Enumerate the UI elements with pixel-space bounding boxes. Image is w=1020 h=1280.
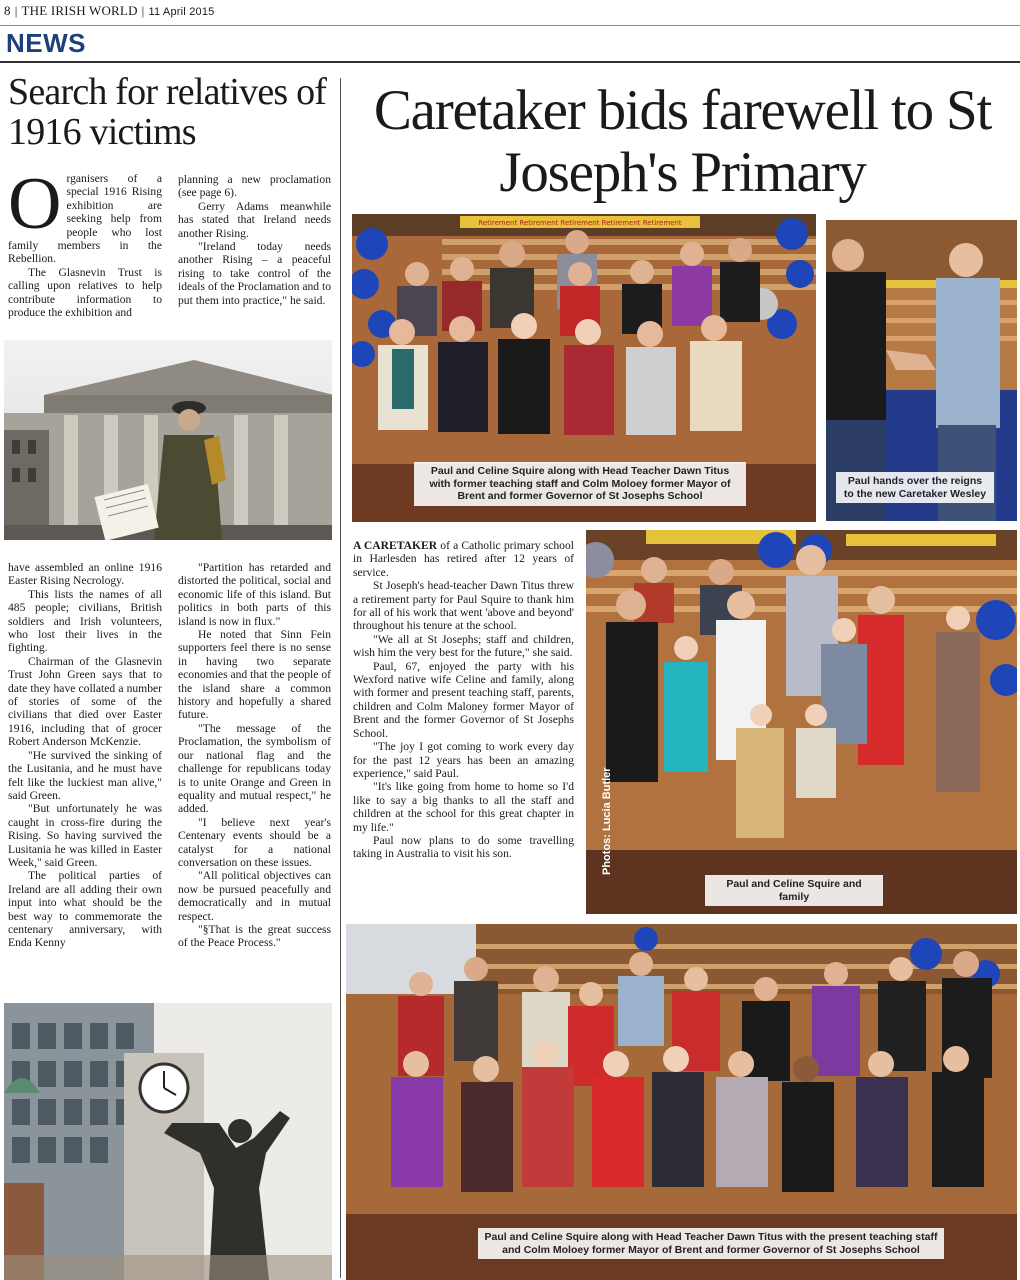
right-para-5: "The joy I got coming to work every day for the past 12 years has been an amazing experience," said Paul.	[353, 740, 574, 780]
right-para-6: "It's like going from home to home so I'd like to say a big thanks to all the staff and children at the school for this great chapter in my life."	[353, 780, 574, 834]
left-headline: Search for relatives of 1916 victims	[8, 71, 327, 153]
left-col-2	[178, 173, 331, 307]
left-col-2-para-2: Gerry Adams meanwhile has stated that Ireland needs another Rising.	[178, 199, 331, 240]
group-photo-former-staff	[352, 214, 816, 522]
family-caption: Paul and Celine Squire and family	[705, 875, 883, 906]
left-col-3-para-4: "He survived the sinking of the Lusitania, and he must have felt like the luckiest man alive," said Green.	[8, 748, 162, 802]
section-label: NEWS	[6, 28, 86, 58]
group-caption-present-staff: Paul and Celine Squire along with Head Teacher Dawn Titus with the present teaching staff and Colm Moloey former Mayor of Brent and former Governor of St Josephs School	[478, 1228, 944, 1259]
gpo-photo	[4, 340, 332, 540]
left-col-2-para-3: "Ireland today needs another Rising – a peaceful rising to take control of the ideals of the Proclamation and to put them into practice," he said.	[178, 240, 331, 307]
left-col-2-para-1: planning a new proclamation (see page 6).	[178, 173, 331, 200]
present-staff-image	[346, 924, 1017, 1280]
group-photo-present-staff	[346, 924, 1017, 1280]
page-number: 8	[4, 3, 11, 18]
left-col-1-para-1: Organisers of a special 1916 Rising exhibition are seeking help from people who lost family members in the Rebellion.	[8, 163, 162, 266]
right-para-4: Paul, 67, enjoyed the party with his Wexford native wife Celine and family, along with former and present teaching staff, parents, children and Colm Maloney former Mayor of Brent and the former Governor of St Josephs School.	[353, 659, 574, 740]
photo-credit: Photos: Lucia Butler	[601, 767, 613, 875]
publication-title: THE IRISH WORLD	[21, 3, 138, 18]
right-headline: Caretaker bids farewell to St Joseph's Primary	[373, 79, 992, 204]
handshake-photo	[826, 220, 1017, 521]
left-col-3-para-5: "But unfortunately he was caught in cross-fire during the Rising. So having survived the Lusitania he was killed in Easter Week," said Green.	[8, 802, 162, 869]
right-article-body	[353, 539, 574, 861]
section-rule	[0, 61, 1020, 63]
left-col-3-para-6: The political parties of Ireland are all adding their own input into what should be the best way to commemorate the centenary anniversary, with Enda Kenny	[8, 869, 162, 950]
lead-word: A CARETAKER	[353, 539, 438, 552]
left-col-4-para-1: "Partition has retarded and distorted the political, social and economic life of this island. But politics in both parts of this island is now in flux."	[178, 561, 331, 628]
left-col-4-para-4: "I believe next year's Centenary events should be a catalyst for a national conversation on these issues.	[178, 815, 331, 869]
right-para-2: St Joseph's head-teacher Dawn Titus threw a retirement party for Paul Squire to thank him for all of his work that went 'above and beyond' throughout his tenure at the school.	[353, 579, 574, 633]
left-col-1-para-2: The Glasnevin Trust is calling upon relatives to help contribute information to produce the exhibition and	[8, 265, 162, 320]
left-col-4-para-6: "§That is the great success of the Peace Process."	[178, 922, 331, 950]
banner-text: Retirement Retirement Retirement Retirement Retirement	[478, 219, 682, 227]
handshake-caption: Paul hands over the reigns to the new Caretaker Wesley	[836, 472, 994, 503]
left-col-1	[8, 163, 162, 320]
left-col-4-para-3: "The message of the Proclamation, the symbolism of our national flag and the challenge for republicans today is to unite Orange and Green in equality and mutual respect," he added.	[178, 721, 331, 816]
issue-date: 11 April 2015	[148, 6, 215, 18]
group-caption-former-staff: Paul and Celine Squire along with Head Teacher Dawn Titus with former teaching staff and Colm Moloey former Mayor of Brent and former Governor of St Josephs School	[414, 462, 746, 506]
gpo-building-image	[4, 340, 332, 540]
statue-photo	[4, 1003, 332, 1280]
right-para-7: Paul now plans to do some travelling taking in Australia to visit his son.	[353, 833, 574, 861]
left-col-3-para-1: have assembled an online 1916 Easter Rising Necrology.	[8, 561, 162, 588]
left-col-4	[178, 561, 331, 950]
left-col-4-para-5: "All political objectives can now be pursued peacefully and democratically and in mutual respect.	[178, 869, 331, 923]
left-col-3-para-2: This lists the names of all 485 people; civilians, British soldiers and Irish volunteers, who lost their lives in the fighting.	[8, 587, 162, 655]
dropcap: O	[8, 163, 62, 245]
column-divider	[340, 78, 341, 1278]
top-rule	[0, 25, 1020, 26]
family-photo	[586, 530, 1017, 914]
larkin-statue-image	[4, 1003, 332, 1280]
family-image	[586, 530, 1017, 914]
left-col-3	[8, 561, 162, 950]
left-col-4-para-2: He noted that Sinn Fein supporters feel there is no sense in having two separate economies and that the people of the island share a common history and hopefully a shared future.	[178, 628, 331, 722]
masthead: 8 | THE IRISH WORLD | 11 April 2015	[4, 3, 215, 18]
left-col-3-para-3: Chairman of the Glasnevin Trust John Green says that to date they have collated a number of stories of some of the civilians that died over Easter 1916, including that of grocer Robert Anderson McKenzie.	[8, 654, 162, 749]
right-para-1: A CARETAKER of a Catholic primary school in Harlesden has retired after 12 years of service.	[353, 539, 574, 579]
right-para-3: "We all at St Josephs; staff and children, wish him the very best for the future," she said.	[353, 632, 574, 660]
